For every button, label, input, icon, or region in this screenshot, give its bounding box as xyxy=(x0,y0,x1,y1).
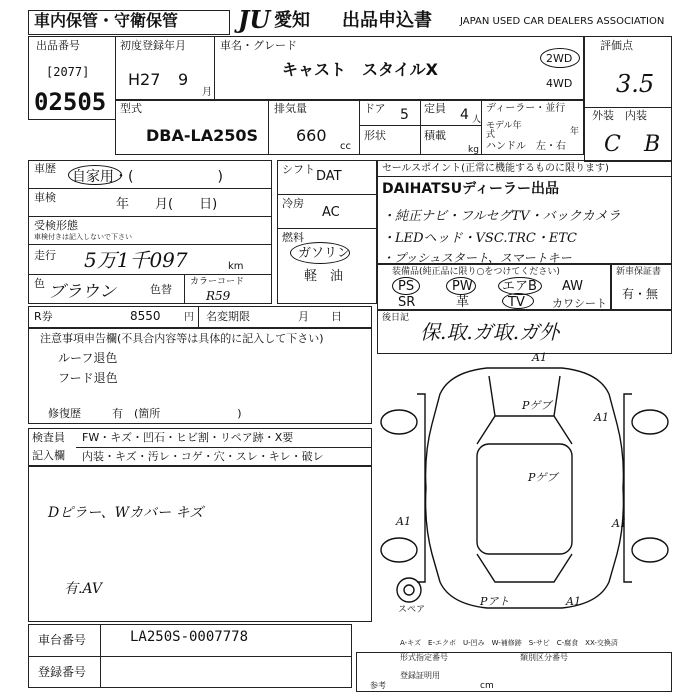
shift-label: シフト xyxy=(282,163,315,176)
tax-label: R券 xyxy=(34,310,53,323)
form-title: 出品申込書 xyxy=(342,10,432,31)
dealer-label: ディーラー・並行 xyxy=(486,103,566,114)
association-name: JAPAN USED CAR DEALERS ASSOCIATION xyxy=(460,16,665,27)
registration-label: 初度登録年月 xyxy=(120,39,186,52)
chassis-divider-v xyxy=(100,624,101,688)
form-designation-label: 形式指定番号 xyxy=(400,653,448,662)
registration-month: 9 xyxy=(178,70,189,89)
load-unit: kg xyxy=(468,145,479,155)
type-label: 型式 xyxy=(120,102,142,115)
equipment-item-aw: AW xyxy=(562,279,584,294)
selling-divider xyxy=(377,176,672,177)
repair-history-value: 有 (箇所 ) xyxy=(112,407,242,420)
equipment-item-ps: PS xyxy=(398,279,415,294)
model-label: 車名・グレード xyxy=(220,39,297,52)
repair-history-label: 修復歴 xyxy=(48,407,81,420)
displacement-value: 660 xyxy=(296,126,327,145)
color-divider xyxy=(184,274,185,304)
name-change-value: 月 日 xyxy=(298,310,342,323)
damage-legend: A-キズ E-エクボ U-凹み W-補修跡 S-サビ C-腐食 XX-交換済 xyxy=(400,639,618,647)
grade-label: 外装 内装 xyxy=(592,109,647,122)
damage-label-right-front: A1 xyxy=(594,411,609,424)
fuel-label: 燃料 xyxy=(282,231,304,244)
mileage-value: 5万1千097 xyxy=(84,248,188,272)
model-year-unit: 年 xyxy=(570,127,580,137)
selling-line-3: ・プッシュスタート、スマートキー xyxy=(382,251,572,265)
memo-line-1: Dピラー、Wカバー キズ xyxy=(48,505,204,521)
selling-line-2: ・LEDヘッド・VSC.TRC・ETC xyxy=(382,231,577,246)
score-value: 3.5 xyxy=(616,70,655,98)
equipment-tv-circle xyxy=(502,293,534,309)
damage-label-left: A1 xyxy=(396,515,411,528)
equipment-item-sr: SR xyxy=(398,295,416,310)
selling-dealer: DAIHATSUディーラー出品 xyxy=(382,181,560,197)
fuel-diesel: 軽 油 xyxy=(304,269,344,284)
notes-line-2: フード退色 xyxy=(58,371,118,385)
inspector-label-2: 記入欄 xyxy=(32,449,65,462)
lot-number-label: 出品番号 xyxy=(36,39,80,52)
selling-line-1: ・純正ナビ・フルセグTV・バックカメラ xyxy=(382,209,621,224)
damage-label-top: A1 xyxy=(532,351,547,364)
notes-line-1: ルーフ退色 xyxy=(58,351,118,365)
equipment-item-leather: 革 xyxy=(456,295,470,310)
name-change-label: 名変期限 xyxy=(206,310,250,323)
grade-interior: B xyxy=(644,132,661,157)
displacement-label: 排気量 xyxy=(274,102,307,115)
manual-sub: 車検付きは記入しないで下さい xyxy=(34,233,132,241)
history-divider-2 xyxy=(28,216,272,217)
equipment-ps-circle xyxy=(392,277,420,295)
inspector-row-2: 内装・キズ・汚レ・コゲ・穴・スレ・キレ・破レ xyxy=(82,450,324,463)
tax-unit: 円 xyxy=(184,312,194,323)
ju-logo-icon: JU xyxy=(238,5,271,34)
color-change-label: 色替 xyxy=(150,283,172,296)
chassis-number: LA250S-0007778 xyxy=(130,629,249,645)
inspector-divider xyxy=(76,447,372,448)
selling-points-header: セールスポイント(正常に機能するものに限ります) xyxy=(382,163,609,174)
mileage-label: 走行 xyxy=(34,249,56,262)
rear-notes-value: 保.取.ガ取.ガ外 xyxy=(420,320,560,344)
equipment-item-seat: カワシート xyxy=(552,297,607,310)
damage-label-rear-right: A1 xyxy=(566,595,581,608)
color-code-title: カラーコード xyxy=(190,277,245,287)
cm-unit: cm xyxy=(480,681,494,691)
header-left-title: 車内保管・守衛保管 xyxy=(34,11,179,30)
memo-line-2: 有.AV xyxy=(64,581,102,597)
drive-4wd: 4WD xyxy=(546,77,573,90)
manual-label: 受検形態 xyxy=(34,219,78,232)
seat-unit: 人 xyxy=(472,115,482,125)
notes-header: 注意事項申告欄(不具合内容等は具体的に記入して下さい) xyxy=(40,332,324,345)
score-label: 評価点 xyxy=(600,39,633,52)
history-divider-1 xyxy=(28,188,272,189)
handle-label: ハンドル 左・右 xyxy=(486,141,566,152)
header-aichi: 愛知 xyxy=(274,10,310,31)
damage-label-right: A1 xyxy=(612,517,627,530)
rear-notes-label: 後日記 xyxy=(382,313,410,323)
door-label: ドア xyxy=(364,102,386,115)
fuel-gasoline: ガソリン xyxy=(298,246,351,261)
registration-year: H27 xyxy=(128,70,161,89)
class-number-label: 類別区分番号 xyxy=(520,653,568,662)
history-divider-4 xyxy=(28,274,272,275)
color-label: 色 xyxy=(34,277,45,290)
warranty-value: 有・無 xyxy=(622,287,659,301)
aircon-divider xyxy=(277,228,377,229)
aircon-label: 冷房 xyxy=(282,197,304,210)
lot-small-number: [2077] xyxy=(46,65,90,79)
car-damage-diagram xyxy=(377,351,672,622)
tax-divider xyxy=(198,306,199,328)
color-value: ブラウン xyxy=(48,282,116,302)
damage-label-rear: Pアト xyxy=(480,595,510,608)
memo-area xyxy=(28,466,372,622)
equipment-item-pw: PW xyxy=(452,279,473,294)
seat-value: 4 xyxy=(460,107,469,123)
chassis-label: 車台番号 xyxy=(38,633,87,647)
history-divider-3 xyxy=(28,244,272,245)
registration-month-unit: 月 xyxy=(202,87,212,98)
equipment-item-airbag: エアB xyxy=(502,279,537,294)
inspector-label-1: 検査員 xyxy=(32,431,65,444)
warranty-label: 新車保証書 xyxy=(616,267,662,277)
model-name: キャスト スタイルX xyxy=(282,60,439,79)
aircon-value: AC xyxy=(322,205,340,220)
damage-label-roof-2: Pゲブ xyxy=(528,471,558,484)
drive-2wd: 2WD xyxy=(546,52,573,65)
equipment-header: 装備品(純正品に限り○をつけてください) xyxy=(392,267,560,277)
lot-number-value: 02505 xyxy=(34,88,107,116)
door-value: 5 xyxy=(400,107,409,123)
mileage-unit: km xyxy=(228,261,244,272)
damage-label-roof-1: Pゲブ xyxy=(522,399,552,412)
model-year-label: モデル年式 xyxy=(486,121,522,140)
history-label: 車歴 xyxy=(34,162,56,175)
type-value: DBA-LA250S xyxy=(146,126,258,145)
inspector-row-1: FW・キズ・凹石・ヒビ割・リペア跡・X要 xyxy=(82,431,294,444)
registration-number-label: 登録番号 xyxy=(38,665,87,679)
equipment-pw-circle xyxy=(446,277,476,295)
shift-divider xyxy=(277,194,377,195)
inspection-value: 年 月( 日) xyxy=(116,197,218,212)
reference-label: 参考 xyxy=(370,681,386,690)
shift-value: DAT xyxy=(316,169,342,184)
load-label: 積載 xyxy=(424,129,446,142)
equipment-item-tv: TV xyxy=(508,295,525,310)
shape-label: 形状 xyxy=(364,129,386,142)
spare-label: スペア xyxy=(398,605,426,615)
color-code-value: R59 xyxy=(206,289,231,303)
grade-exterior: C xyxy=(604,132,621,157)
history-value: 自家用・( ) xyxy=(72,169,223,185)
chassis-divider-h xyxy=(28,656,352,657)
cert-label: 登録証明用 xyxy=(400,671,440,680)
displacement-unit: cc xyxy=(340,141,351,152)
tax-value: 8550 xyxy=(130,309,161,323)
seat-label: 定員 xyxy=(424,102,446,115)
inspection-label: 車検 xyxy=(34,191,56,204)
